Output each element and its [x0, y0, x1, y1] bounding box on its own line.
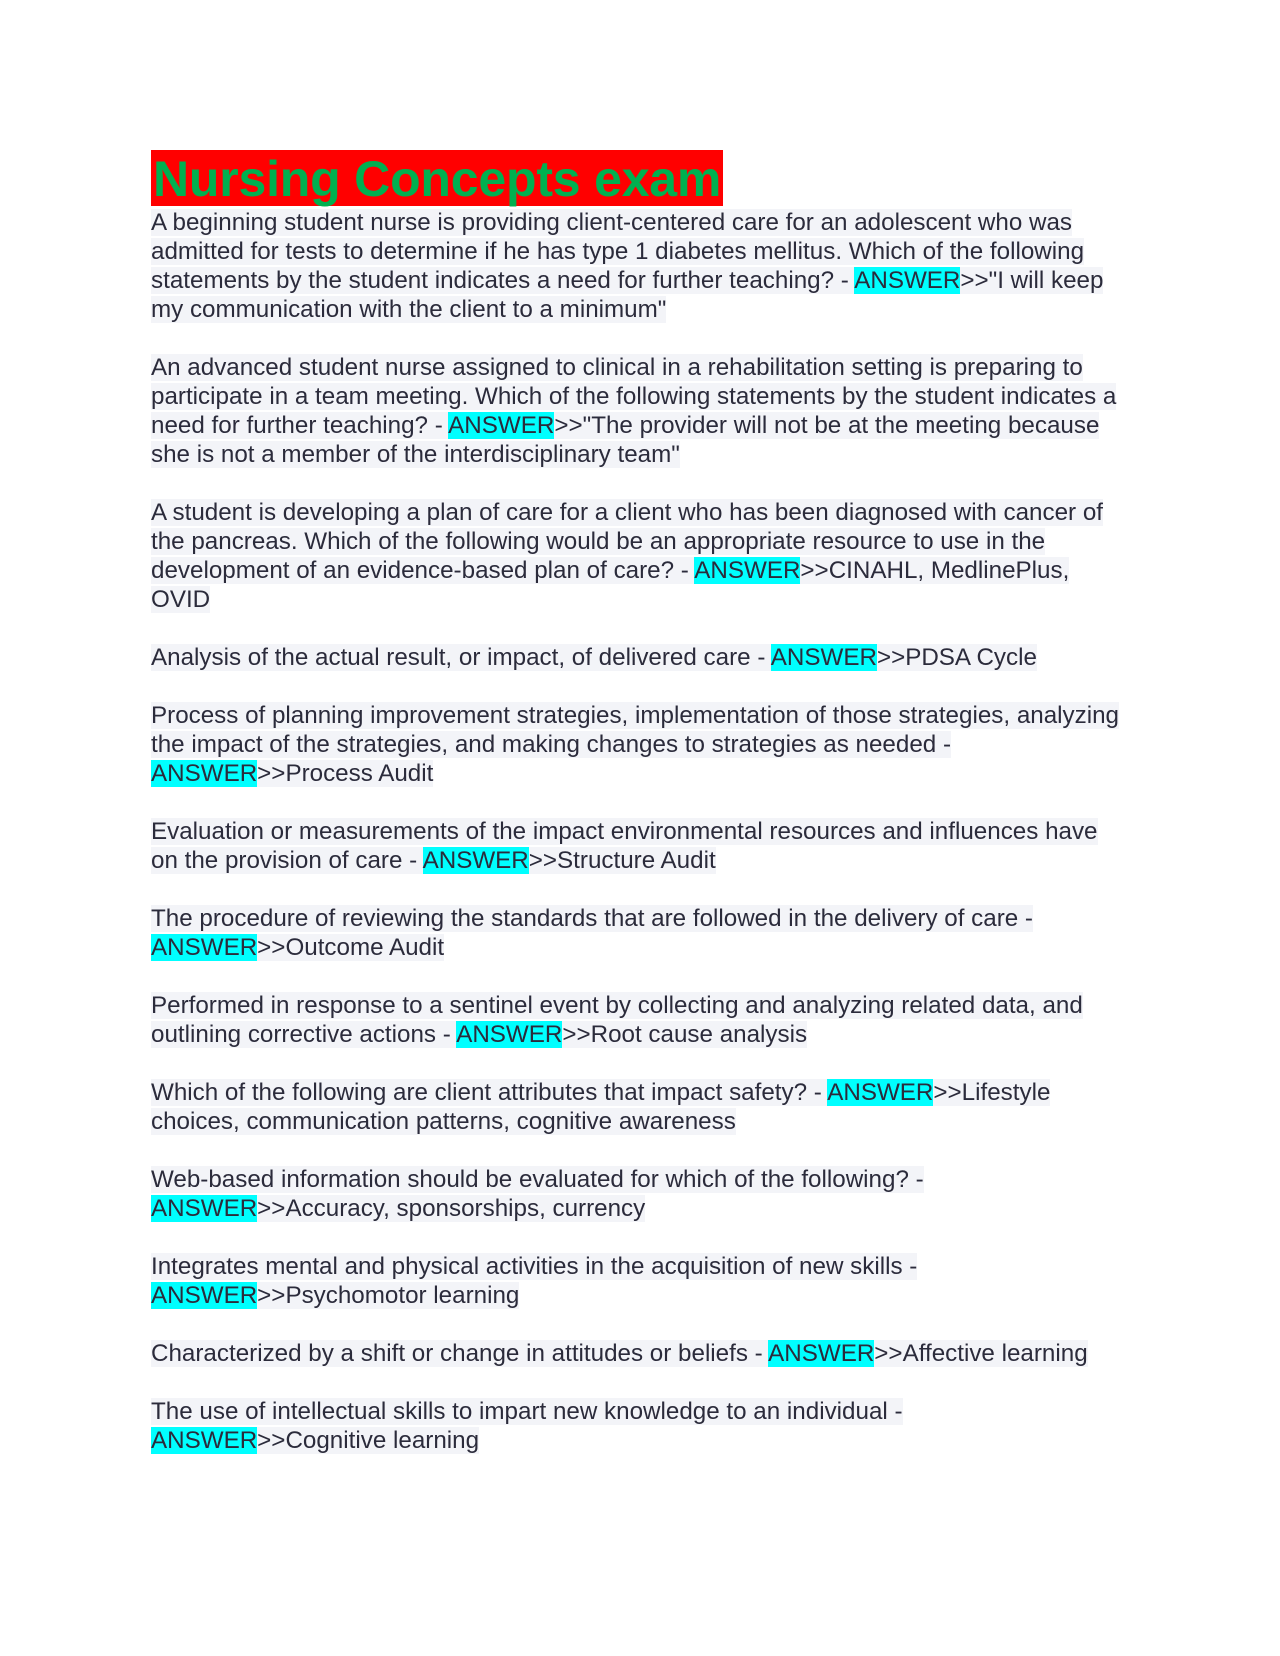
answer-text: CINAHL, MedlinePlus, OVID	[151, 557, 1070, 613]
answer-text: Accuracy, sponsorships, currency	[285, 1195, 646, 1222]
question-text: Integrates mental and physical activities in the acquisition of new skills -	[151, 1253, 918, 1280]
answer-separator: >>	[562, 1021, 591, 1048]
answer-text: PDSA Cycle	[905, 644, 1037, 671]
answer-marker: ANSWER	[694, 557, 801, 584]
answer-marker: ANSWER	[768, 1340, 875, 1367]
question-text: The use of intellectual skills to impart new knowledge to an individual -	[151, 1398, 903, 1425]
answer-separator: >>	[800, 557, 829, 584]
question-text: A beginning student nurse is providing client-centered care for an adolescent who was admitted for tests to determine if he has type 1 diabetes mellitus. Which of the following statements by the student indicates a need for further teaching? -	[151, 209, 1085, 294]
qa-text	[151, 905, 1033, 961]
qa-list	[151, 208, 1131, 1455]
answer-separator: >>	[874, 1340, 903, 1367]
question-text: An advanced student nurse assigned to clinical in a rehabilitation setting is preparing to participate in a team meeting. Which of the following statements by the student indicates a need for further teaching? -	[151, 354, 1117, 439]
answer-separator: >>	[554, 412, 583, 439]
answer-separator: >>	[933, 1079, 962, 1106]
qa-text	[151, 354, 1116, 468]
document-title-banner	[151, 150, 723, 206]
qa-text	[151, 209, 1103, 323]
qa-item	[151, 701, 1131, 788]
qa-item	[151, 643, 1131, 672]
answer-text: Structure Audit	[557, 847, 716, 874]
qa-text	[151, 1340, 1088, 1367]
qa-item	[151, 498, 1131, 614]
answer-marker: ANSWER	[151, 1427, 258, 1454]
answer-separator: >>	[960, 267, 989, 294]
answer-separator: >>	[528, 847, 558, 874]
answer-separator: >>	[257, 1282, 286, 1309]
answer-text: Process Audit	[285, 760, 434, 787]
answer-text: Outcome Audit	[285, 934, 445, 961]
answer-marker: ANSWER	[151, 1282, 258, 1309]
qa-item	[151, 904, 1131, 962]
answer-marker: ANSWER	[456, 1021, 563, 1048]
question-text: Performed in response to a sentinel event by collecting and analyzing related data, and outlining corrective actions -	[151, 992, 1083, 1048]
question-text: The procedure of reviewing the standards that are followed in the delivery of care -	[151, 905, 1033, 932]
answer-text: "The provider will not be at the meeting because she is not a member of the interdisciplinary team"	[151, 412, 1100, 468]
answer-marker: ANSWER	[422, 847, 529, 874]
qa-text	[151, 499, 1103, 613]
answer-text: Affective learning	[902, 1340, 1088, 1367]
qa-item	[151, 208, 1131, 324]
answer-marker: ANSWER	[151, 760, 258, 787]
question-text: Process of planning improvement strategies, implementation of those strategies, analyzing the impact of the strategies, and making changes to strategies as needed -	[151, 702, 1120, 758]
qa-item	[151, 991, 1131, 1049]
answer-marker: ANSWER	[854, 267, 961, 294]
answer-separator: >>	[257, 1195, 286, 1222]
qa-item	[151, 1252, 1131, 1310]
qa-text	[151, 1079, 1050, 1135]
question-text: Characterized by a shift or change in attitudes or beliefs -	[151, 1340, 769, 1367]
qa-item	[151, 1078, 1131, 1136]
document-title: Nursing Concepts exam	[153, 151, 722, 207]
qa-item	[151, 1339, 1131, 1368]
question-text: Which of the following are client attributes that impact safety? -	[151, 1079, 828, 1106]
qa-text	[151, 702, 1119, 787]
answer-marker: ANSWER	[448, 412, 555, 439]
qa-item	[151, 353, 1131, 469]
qa-text	[151, 1398, 903, 1454]
qa-text	[151, 644, 1037, 671]
qa-item	[151, 1397, 1131, 1455]
answer-separator: >>	[257, 1427, 286, 1454]
answer-text: Root cause analysis	[590, 1021, 808, 1048]
answer-separator: >>	[257, 934, 286, 961]
answer-text: Lifestyle choices, communication patterns, cognitive awareness	[151, 1079, 1051, 1135]
document-page	[151, 150, 1131, 1484]
qa-item	[151, 1165, 1131, 1223]
answer-text: "I will keep my communication with the client to a minimum"	[151, 267, 1104, 323]
qa-text	[151, 1166, 924, 1222]
answer-marker: ANSWER	[151, 934, 258, 961]
qa-text	[151, 1253, 917, 1309]
answer-text: Cognitive learning	[285, 1427, 480, 1454]
answer-separator: >>	[876, 644, 906, 671]
qa-text	[151, 992, 1083, 1048]
answer-separator: >>	[257, 760, 286, 787]
question-text: Analysis of the actual result, or impact, of delivered care -	[151, 644, 771, 671]
qa-text	[151, 818, 1098, 874]
answer-marker: ANSWER	[151, 1195, 258, 1222]
answer-marker: ANSWER	[827, 1079, 934, 1106]
question-text: Web-based information should be evaluated for which of the following? -	[151, 1166, 924, 1193]
answer-text: Psychomotor learning	[285, 1282, 520, 1309]
answer-marker: ANSWER	[770, 644, 877, 671]
question-text: Evaluation or measurements of the impact environmental resources and influences have on the provision of care -	[151, 818, 1098, 874]
question-text: A student is developing a plan of care for a client who has been diagnosed with cancer of the pancreas. Which of the following would be an appropriate resource to use in the development of an evidence-based plan of care? -	[151, 499, 1103, 584]
qa-item	[151, 817, 1131, 875]
